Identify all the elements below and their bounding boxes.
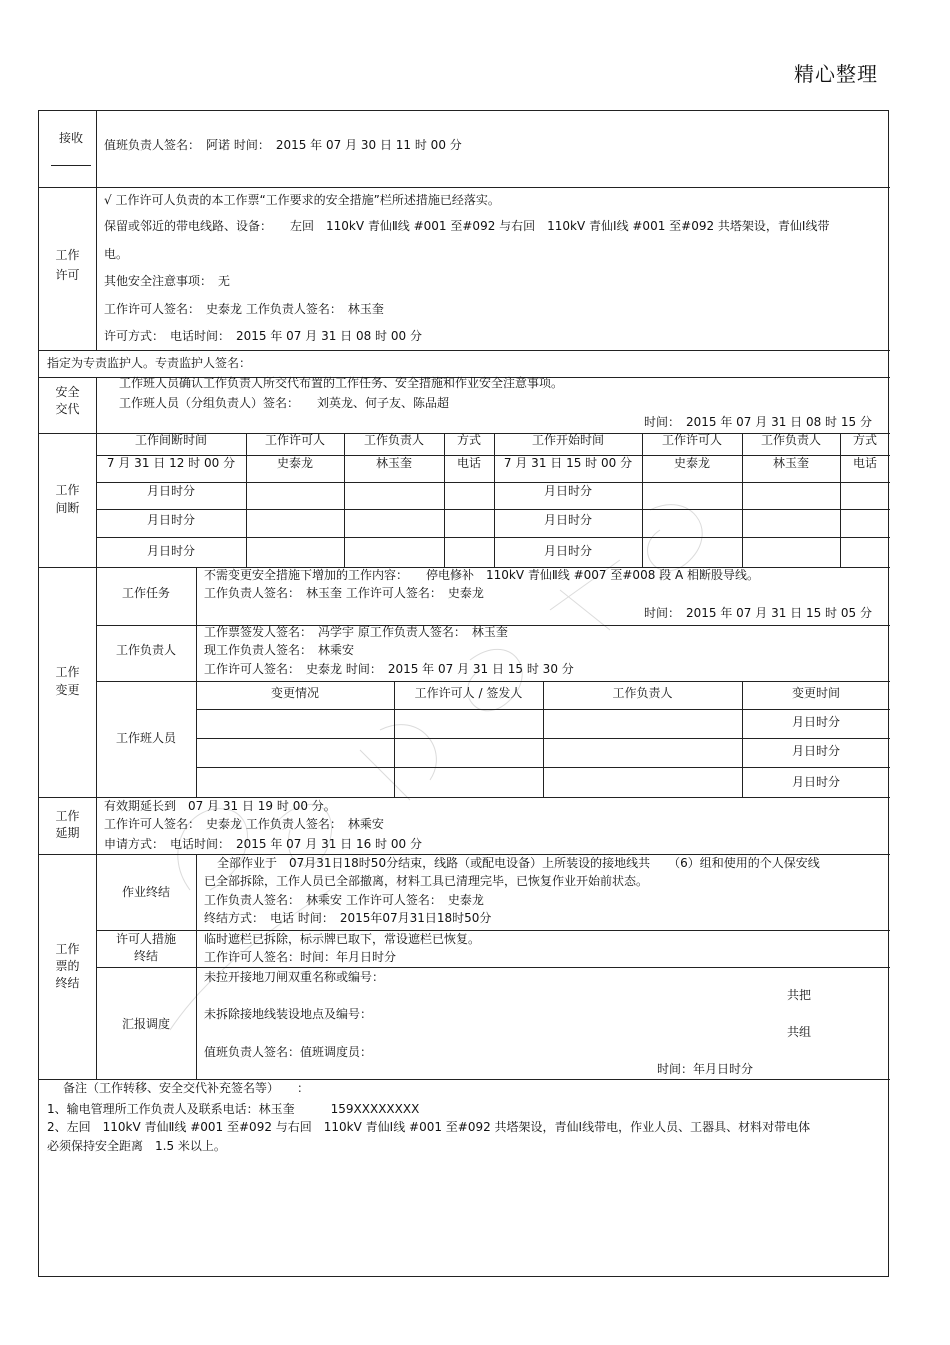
page-header-title: 精心整理	[794, 62, 878, 86]
interrupt-row1-permitter-2: 史泰龙	[673, 456, 710, 470]
change-lead-line-3: 工作许可人签名： 史泰龙 时间： 2015 年 07 月 31 日 15 时 30 分	[204, 662, 574, 676]
end-report-line-3: 值班负责人签名：值班调度员：	[204, 1045, 373, 1059]
end-report-count-2: 共组	[787, 1025, 812, 1039]
interrupt-row1-leader-2: 林玉奎	[772, 456, 809, 470]
receive-text: 值班负责人签名： 阿诺 时间： 2015 年 07 月 30 日 11 时 00 分	[104, 138, 462, 152]
end-permit-label: 许可人措施 终结	[115, 932, 176, 963]
interrupt-header-leader-2: 工作负责人	[760, 433, 821, 447]
change-crew-header-status: 变更情况	[270, 686, 319, 700]
change-lead-line-1: 工作票签发人签名： 冯学宇 原工作负责人签名： 林玉奎	[204, 625, 508, 639]
change-lead-label: 工作负责人	[115, 643, 176, 657]
interrupt-header-leader: 工作负责人	[363, 433, 424, 447]
end-report-line-1: 未拉开接地刀闸双重名称或编号：	[204, 970, 385, 984]
interrupt-row3-start-time: 月日时分	[543, 513, 592, 527]
remarks-title: 备注（工作转移、安全交代补充签名等） ：	[63, 1081, 310, 1095]
end-permit-line-1: 临时遮栏已拆除，标示牌已取下，常设遮栏已恢复。	[204, 932, 481, 946]
end-label: 工作 票的 终结	[55, 942, 80, 990]
interrupt-row1-stop-time: 7 月 31 日 12 时 00 分	[106, 456, 236, 470]
end-report-label: 汇报调度	[121, 1017, 170, 1031]
extend-line-2: 工作许可人签名： 史泰龙 工作负责人签名： 林乘安	[104, 817, 384, 831]
interrupt-header-permitter-2: 工作许可人	[661, 433, 722, 447]
interrupt-header-start-time: 工作开始时间	[531, 433, 604, 447]
end-job-line-3: 工作负责人签名： 林乘安 工作许可人签名： 史泰龙	[204, 893, 484, 907]
interrupt-row2-start-time: 月日时分	[543, 484, 592, 498]
interrupt-row1-method: 电话	[456, 456, 481, 470]
extend-label: 工作 延期	[55, 809, 80, 840]
end-report-time: 时间：年月日时分	[657, 1062, 754, 1076]
interrupt-row1-leader: 林玉奎	[375, 456, 412, 470]
extend-line-3: 申请方式： 电话时间： 2015 年 07 月 31 日 16 时 00 分	[104, 837, 422, 851]
extend-line-1: 有效期延长到 07 月 31 日 19 时 00 分。	[104, 799, 336, 813]
safety-label: 安全 交代	[55, 385, 80, 416]
receive-label: 接收	[58, 131, 83, 145]
change-crew-header-permitter: 工作许可人 / 签发人	[414, 686, 523, 700]
interrupt-header-method: 方式	[456, 433, 481, 447]
interrupt-header-stop-time: 工作间断时间	[134, 433, 207, 447]
permit-line-1: √ 工作许可人负责的本工作票“工作要求的安全措施”栏所述措施已经落实。	[104, 193, 500, 207]
permit-line-2: 保留或邻近的带电线路、设备： 左回 110kV 青仙Ⅱ线 #001 至#092 与右回 110kV 青仙Ⅰ线 #001 至#092 共塔架设，青仙Ⅰ线带	[104, 219, 830, 233]
remarks-line-1: 1、输电管理所工作负责人及联系电话：林玉奎 159XXXXXXXX	[47, 1102, 420, 1116]
change-crew-row3-time: 月日时分	[791, 775, 840, 789]
end-permit-line-2: 工作许可人签名：时间：年月日时分	[204, 950, 397, 964]
permit-line-6: 许可方式： 电话时间： 2015 年 07 月 31 日 08 时 00 分	[104, 329, 422, 343]
permit-line-4: 其他安全注意事项： 无	[104, 274, 231, 288]
end-job-line-2: 已全部拆除，工作人员已全部撤离，材料工具已清理完毕，已恢复作业开始前状态。	[204, 874, 649, 888]
change-crew-row1-time: 月日时分	[791, 715, 840, 729]
interrupt-row1-method-2: 电话	[852, 456, 877, 470]
change-crew-header-time: 变更时间	[791, 686, 840, 700]
change-crew-header-leader: 工作负责人	[612, 686, 673, 700]
change-task-line-2: 工作负责人签名： 林玉奎 工作许可人签名： 史泰龙	[204, 586, 484, 600]
interrupt-row1-start-time: 7 月 31 日 15 时 00 分	[503, 456, 633, 470]
remarks-line-3: 必须保持安全距离 1.5 米以上。	[47, 1139, 226, 1153]
permit-line-5: 工作许可人签名： 史泰龙 工作负责人签名： 林玉奎	[104, 302, 384, 316]
permit-label: 工作 许可	[55, 248, 80, 282]
change-lead-line-2: 现工作负责人签名： 林乘安	[204, 643, 355, 657]
end-report-line-2: 未拆除接地线装设地点及编号：	[204, 1007, 373, 1021]
interrupt-row1-permitter: 史泰龙	[276, 456, 313, 470]
safety-line-2: 工作班人员（分组负责人）签名： 刘英龙、何子友、陈品超	[119, 396, 450, 410]
interrupt-row4-stop-time: 月日时分	[146, 544, 195, 558]
end-job-line-1: 全部作业于 07月31日18时50分结束，线路（或配电设备）上所装设的接地线共 （6）组和使用的个人保安线	[217, 856, 820, 870]
interrupt-header-method-2: 方式	[852, 433, 877, 447]
permit-line-3: 电。	[104, 247, 129, 261]
work-ticket-form	[38, 110, 889, 1277]
safety-line-1: 工作班人员确认工作负责人所交代布置的工作任务、安全措施和作业安全注意事项。	[119, 376, 564, 390]
end-report-count-1: 共把	[787, 988, 812, 1002]
interrupt-row2-stop-time: 月日时分	[146, 484, 195, 498]
change-task-line-1: 不需变更安全措施下增加的工作内容： 停电修补 110kV 青仙Ⅱ线 #007 至#008 段 A 相断股导线。	[204, 568, 759, 582]
end-job-line-4: 终结方式： 电话 时间： 2015年07月31日18时50分	[204, 911, 492, 925]
remarks-line-2: 2、左回 110kV 青仙Ⅱ线 #001 至#092 与右回 110kV 青仙Ⅰ线 #001 至#092 共塔架设，青仙Ⅰ线带电，作业人员、工器具、材料对带电体	[47, 1120, 811, 1134]
interrupt-row4-start-time: 月日时分	[543, 544, 592, 558]
safety-time: 时间： 2015 年 07 月 31 日 08 时 15 分	[644, 415, 872, 429]
interrupt-header-permitter: 工作许可人	[264, 433, 325, 447]
change-crew-row2-time: 月日时分	[791, 744, 840, 758]
change-task-label: 工作任务	[121, 586, 170, 600]
end-job-label: 作业终结	[121, 885, 170, 899]
change-crew-label: 工作班人员	[115, 731, 176, 745]
interrupt-label: 工作 间断	[55, 483, 80, 515]
change-label: 工作 变更	[55, 665, 80, 697]
supervisor-text: 指定为专责监护人。专责监护人签名：	[47, 356, 252, 370]
interrupt-row3-stop-time: 月日时分	[146, 513, 195, 527]
change-task-time: 时间： 2015 年 07 月 31 日 15 时 05 分	[644, 606, 872, 620]
